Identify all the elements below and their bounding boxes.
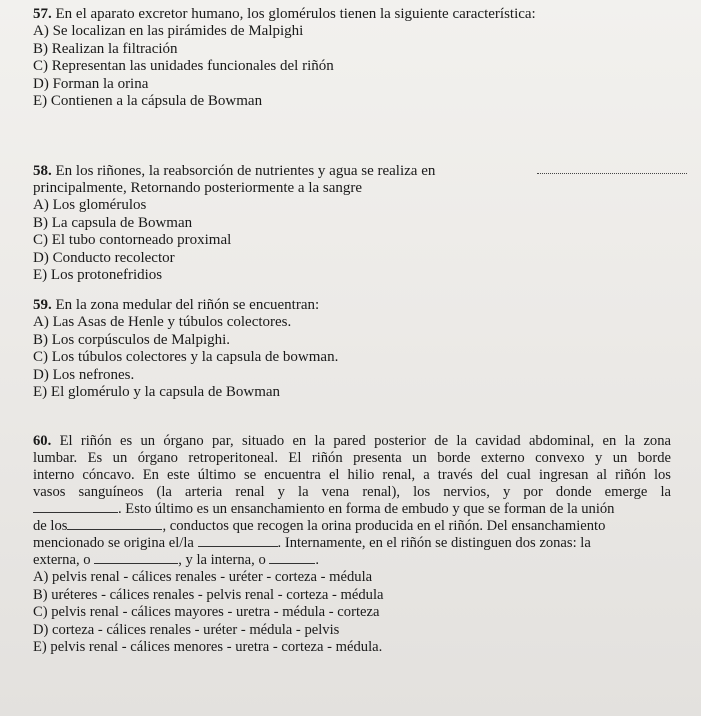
option-c: C) Los túbulos colectores y la capsula de bowman. (33, 349, 339, 365)
question-58 (33, 163, 687, 285)
option-e: E) El glomérulo y la capsula de Bowman (33, 384, 281, 400)
question-57 (33, 6, 661, 111)
answer-blank (537, 163, 687, 174)
question-stem: En el aparato excretor humano, los glomérulos tienen la siguiente característica: (55, 6, 536, 22)
question-number: 58. (33, 163, 52, 179)
option-a: A) pelvis renal - cálices renales - uréter - corteza - médula (33, 569, 373, 585)
fill-blank-3 (198, 535, 278, 547)
option-c: C) El tubo contorneado proximal (33, 232, 232, 248)
paragraph-text: , y la interna, o (178, 552, 266, 568)
option-a: A) Los glomérulos (33, 197, 147, 213)
option-b: B) La capsula de Bowman (33, 214, 193, 231)
question-number: 57. (33, 6, 52, 22)
question-stem-line2: principalmente, Retornando posteriormente a la sangre (33, 180, 363, 196)
option-b: B) uréteres - cálices renales - pelvis renal - corteza - médula (33, 586, 384, 603)
paragraph-line: interno cóncavo. En este último se encuentra el hilio renal, a través del cual ingresan al riñón los (33, 467, 671, 483)
fill-blank-5 (269, 552, 315, 564)
option-d: D) corteza - cálices renales - uréter - médula - pelvis (33, 621, 340, 638)
fill-blank-1 (33, 501, 118, 513)
paragraph-text: , conductos que recogen la orina producida en el riñón. Del ensanchamiento (162, 518, 606, 534)
option-a: A) Las Asas de Henle y túbulos colectores. (33, 314, 292, 330)
paragraph-text: mencionado se origina el/la (33, 535, 194, 551)
option-e: E) Los protonefridios (33, 267, 163, 283)
paragraph-text: de los (33, 518, 68, 534)
paragraph-line: El riñón es un órgano par, situado en la pared posterior de la cavidad abdominal, en la zona (59, 433, 672, 449)
paragraph-text: . (315, 552, 320, 568)
question-number: 59. (33, 297, 52, 313)
option-b: B) Los corpúsculos de Malpighi. (33, 331, 231, 348)
option-d: D) Los nefrones. (33, 366, 135, 383)
question-59 (33, 297, 661, 402)
question-stem-line1: En los riñones, la reabsorción de nutrientes y agua se realiza en (55, 163, 436, 179)
question-stem: En la zona medular del riñón se encuentran: (55, 297, 320, 313)
option-c: C) Representan las unidades funcionales del riñón (33, 58, 334, 74)
paragraph-text: externa, o (33, 552, 91, 568)
option-d: D) Conducto recolector (33, 249, 175, 266)
paragraph-line: . Esto último es un ensanchamiento en forma de embudo y que se forman de la unión (118, 501, 615, 517)
paragraph-line: vasos sanguíneos (la arteria renal y la vena renal), los nervios, y por donde emerge la (33, 484, 671, 500)
paragraph-text: . Internamente, en el riñón se distinguen dos zonas: la (277, 535, 591, 551)
option-c: C) pelvis renal - cálices mayores - uretra - médula - corteza (33, 604, 380, 620)
option-b: B) Realizan la filtración (33, 40, 178, 57)
option-d: D) Forman la orina (33, 75, 149, 92)
fill-blank-4 (94, 552, 178, 564)
option-e: E) Contienen a la cápsula de Bowman (33, 93, 263, 109)
question-60 (33, 433, 671, 657)
question-number: 60. (33, 433, 52, 449)
option-e: E) pelvis renal - cálices menores - uretra - corteza - médula. (33, 639, 383, 655)
fill-blank-2 (67, 518, 162, 530)
paragraph-line: lumbar. Es un órgano retroperitoneal. El riñón presenta un borde externo convexo y un borde (33, 450, 671, 466)
option-a: A) Se localizan en las pirámides de Malpighi (33, 23, 304, 39)
